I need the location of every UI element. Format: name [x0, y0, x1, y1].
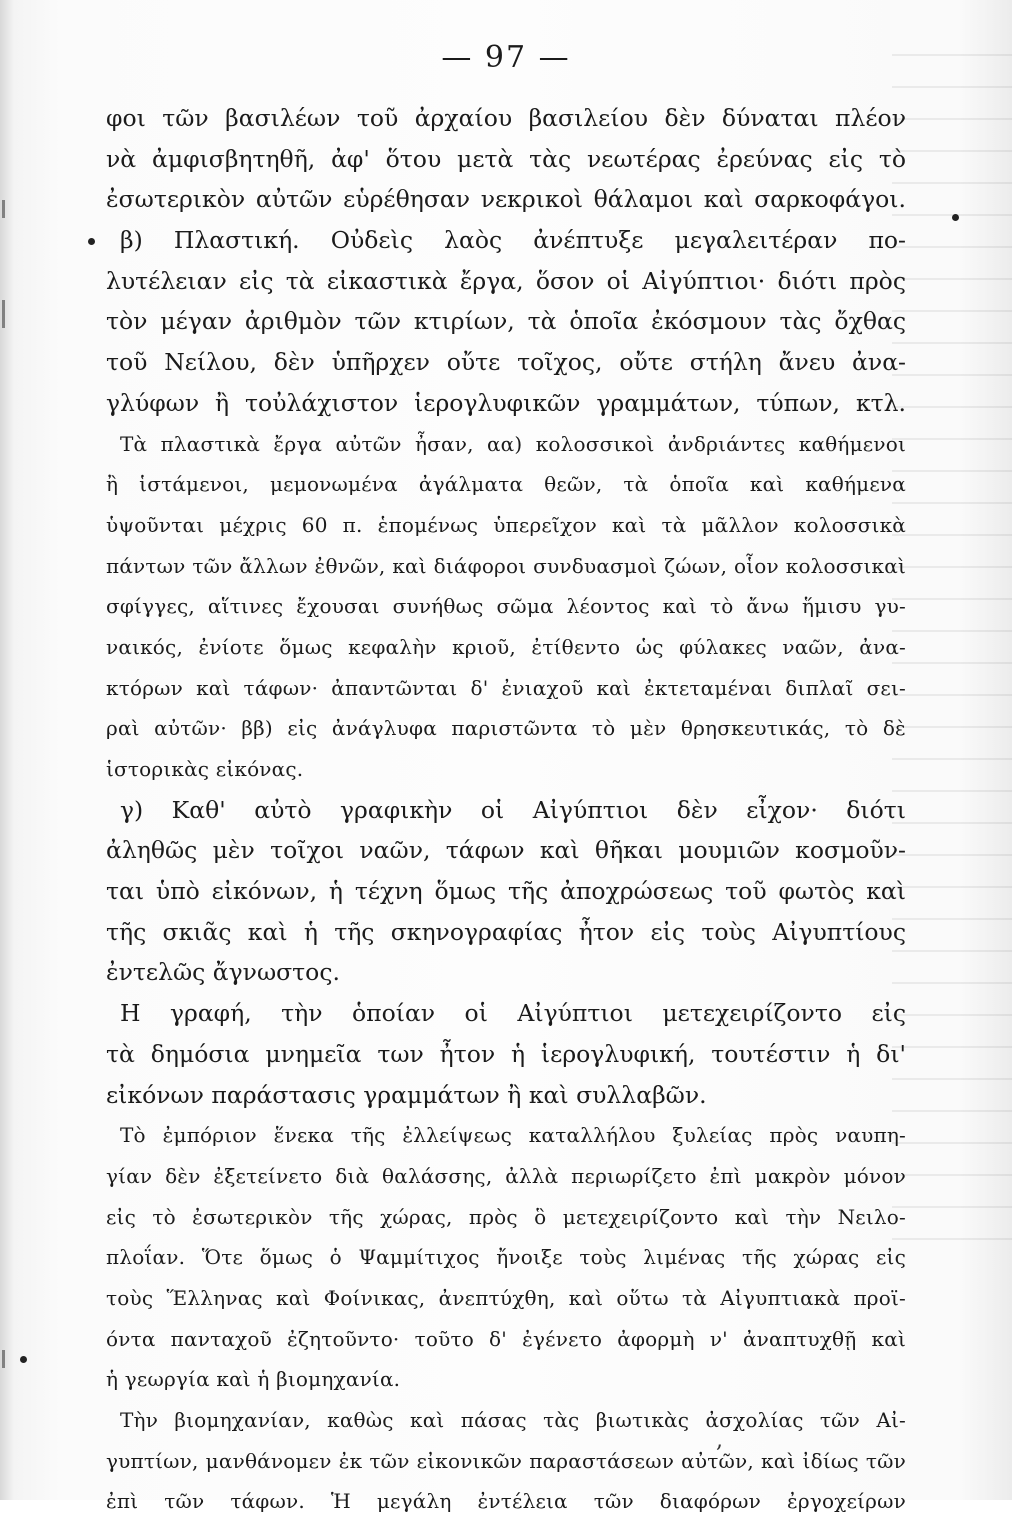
text-line: ραὶ αὐτῶν· ββ) εἰς ἀνάγλυφα παριστῶντα τὸ μὲν θρησκευτικάς, τὸ δὲ	[106, 716, 906, 741]
text-line: γυπτίων, μανθάνομεν ἐκ τῶν εἰκονικῶν παραστάσεων αὐτῶν, καὶ ἰδίως τῶν	[106, 1448, 906, 1473]
body-text	[106, 98, 906, 1522]
text-line: ἐσωτερικὸν αὐτῶν εὑρέθησαν νεκρικοὶ θάλαμοι καὶ σαρκοφάγοι.	[106, 185, 906, 214]
text-line: τὸν μέγαν ἀριθμὸν τῶν κτιρίων, τὰ ὁποῖα ἐκόσμουν τὰς ὄχθας	[106, 307, 906, 336]
text-line: γλύφων ἢ τοὐλάχιστον ἱερογλυφικῶν γραμμάτων, τύπων, κτλ.	[106, 388, 906, 417]
margin-dot	[88, 238, 95, 245]
binding-mark	[2, 1350, 5, 1368]
text-line: Τὰ πλαστικὰ ἔργα αὐτῶν ἦσαν, αα) κολοσσικοὶ ἀνδριάντες καθήμενοι	[120, 431, 906, 456]
text-line: ἐπὶ τῶν τάφων. Ἡ μεγάλη ἐντέλεια τῶν διαφόρων ἐργοχείρων	[106, 1489, 906, 1514]
text-line: Τὸ ἐμπόριον ἕνεκα τῆς ἐλλείψεως καταλλήλου ξυλείας πρὸς ναυπη-	[120, 1123, 906, 1148]
text-line: ἀληθῶς μὲν τοῖχοι ναῶν, τάφων καὶ θῆκαι μουμιῶν κοσμοῦν-	[106, 836, 906, 865]
margin-dot	[20, 1356, 27, 1363]
binding-mark	[2, 200, 5, 218]
text-line: τῆς σκιᾶς καὶ ἡ τῆς σκηνογραφίας ἦτον εἰς τοὺς Αἰγυπτίους	[106, 917, 906, 946]
text-line: κτόρων καὶ τάφων· ἀπαντῶνται δ' ἐνιαχοῦ καὶ ἐκτεταμέναι διπλαῖ σει-	[106, 675, 906, 700]
text-line: ὑψοῦνται μέχρις 60 π. ἑπομένως ὑπερεῖχον καὶ τὰ μᾶλλον κολοσσικὰ	[106, 512, 906, 537]
text-line: ἐντελῶς ἄγνωστος.	[106, 958, 340, 987]
text-line: όντα πανταχοῦ ἐζητοῦντο· τοῦτο δ' ἐγένετο ἀφορμὴ ν' ἀναπτυχθῇ καὶ	[106, 1326, 906, 1351]
text-line: τὰ δημόσια μνημεῖα των ἦτον ἡ ἱερογλυφική, τουτέστιν ἡ δι'	[106, 1039, 906, 1068]
text-line: τοὺς Ἕλληνας καὶ Φοίνικας, ἀνεπτύχθη, καὶ οὕτω τὰ Αἰγυπτιακὰ προϊ-	[106, 1285, 906, 1310]
section-heading-line: β) Πλαστική. Οὐδεὶς λαὸς ἀνέπτυξε μεγαλειτέραν πο-	[120, 226, 906, 255]
text-line: γίαν δὲν ἐξετείνετο διὰ θαλάσσης, ἀλλὰ περιωρίζετο ἐπὶ μακρὸν μόνον	[106, 1163, 906, 1188]
section-heading-line: γ) Καθ' αὐτὸ γραφικὴν οἱ Αἰγύπτιοι δὲν εἶχον· διότι	[120, 795, 906, 824]
ink-mark: ,	[716, 1428, 723, 1453]
text-line: φοι τῶν βασιλέων τοῦ ἀρχαίου βασιλείου δὲν δύναται πλέον	[106, 104, 906, 132]
text-line: Η γραφή, τὴν ὁποίαν οἱ Αἰγύπτιοι μετεχειρίζοντο εἰς	[120, 999, 906, 1028]
text-line: πλοΐαν. Ὅτε ὅμως ὁ Ψαμμίτιχος ἤνοιξε τοὺς λιμένας τῆς χώρας εἰς	[106, 1245, 906, 1270]
text-line: ἱστορικὰς εἰκόνας.	[106, 757, 304, 781]
text-line: πάντων τῶν ἄλλων ἐθνῶν, καὶ διάφοροι συνδυασμοὶ ζώων, οἷον κολοσσικαὶ	[106, 553, 906, 578]
text-line: εἰκόνων παράστασις γραμμάτων ἢ καὶ συλλαβῶν.	[106, 1080, 707, 1109]
text-line: σφίγγες, αἵτινες ἔχουσαι συνήθως σῶμα λέοντος καὶ τὸ ἄνω ἥμισυ γυ-	[106, 594, 906, 619]
text-line: ναικός, ἐνίοτε ὅμως κεφαλὴν κριοῦ, ἐτίθεντο ὡς φύλακες ναῶν, ἀνα-	[106, 634, 906, 659]
text-line: τοῦ Νείλου, δὲν ὑπῆρχεν οὔτε τοῖχος, οὔτε στήλη ἄνευ ἀνα-	[106, 348, 906, 377]
text-line: ἢ ἱστάμενοι, μεμονωμένα ἀγάλματα θεῶν, τὰ ὁποῖα καὶ καθήμενα	[106, 472, 906, 497]
text-line: ται ὑπὸ εἰκόνων, ἡ τέχνη ὅμως τῆς ἀποχρώσεως τοῦ φωτὸς καὶ	[106, 877, 906, 906]
text-line: Τὴν βιομηχανίαν, καθὼς καὶ πάσας τὰς βιωτικὰς ἀσχολίας τῶν Αἰ-	[120, 1408, 906, 1432]
binding-mark	[2, 300, 5, 328]
text-line: νὰ ἀμφισβητηθῆ, ἀφ' ὅτου μετὰ τὰς νεωτέρας ἐρεύνας εἰς τὸ	[106, 144, 906, 173]
text-line: ἡ γεωργία καὶ ἡ βιομηχανία.	[106, 1367, 401, 1392]
page-number: — 97 —	[441, 40, 571, 75]
text-line: λυτέλειαν εἰς τὰ εἰκαστικὰ ἔργα, ὅσον οἱ Αἰγύπτιοι· διότι πρὸς	[106, 266, 906, 295]
text-line: εἰς τὸ ἐσωτερικὸν τῆς χώρας, πρὸς ὃ μετεχειρίζοντο καὶ τὴν Νειλο-	[106, 1204, 906, 1229]
show-through-bleed	[892, 40, 1012, 1240]
margin-dot	[952, 214, 959, 221]
